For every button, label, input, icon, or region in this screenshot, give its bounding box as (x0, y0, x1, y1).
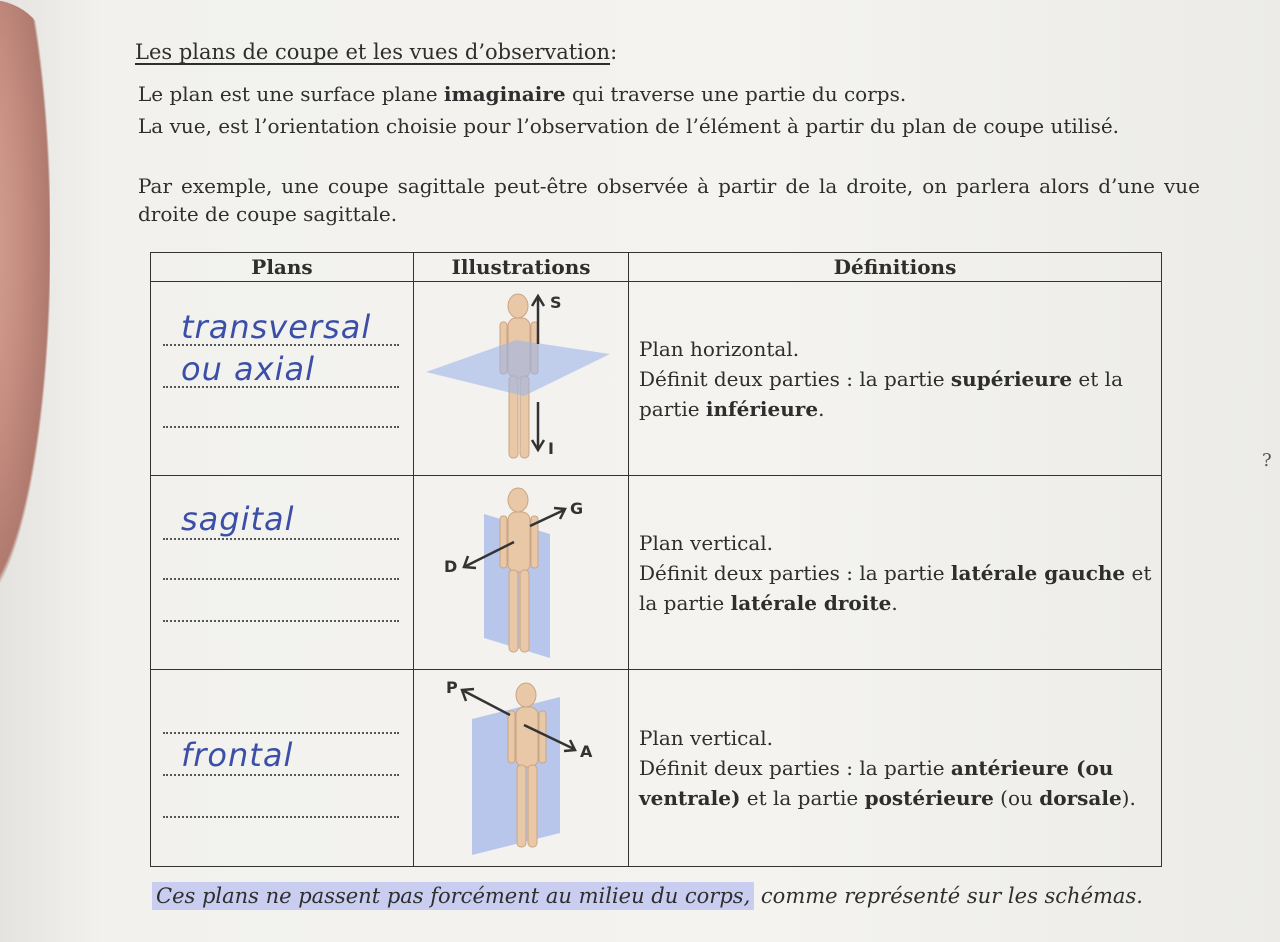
dotted-line (163, 774, 399, 776)
dotted-line (163, 732, 399, 734)
arrow-label-inferieur: I (548, 438, 554, 458)
arrow-label-anterieur: A (580, 742, 593, 761)
paragraph-plan: Le plan est une surface plane imaginaire qui traverse une partie du corps. (138, 82, 907, 106)
footer-note: Ces plans ne passent pas forcément au milieu du corps, comme représenté sur les schémas. (152, 884, 1143, 908)
definition-cell: Plan vertical. Définit deux parties : la partie latérale gauche et la partie latérale droite. (629, 476, 1162, 670)
plan-answer-cell (151, 282, 414, 476)
paragraph-exemple: Par exemple, une coupe sagittale peut-être observée à partir de la droite, on parlera alors d’une vue droite de coupe sagittale. (138, 174, 1200, 226)
header-illustrations: Illustrations (414, 253, 629, 282)
illustration-transversal (414, 282, 629, 476)
header-plans: Plans (151, 253, 414, 282)
plans-table (150, 252, 1162, 867)
dotted-line (163, 538, 399, 540)
edge-mark: ? (1262, 450, 1272, 471)
illustration-frontal (414, 670, 629, 867)
table-row (151, 282, 1162, 476)
table-row (151, 476, 1162, 670)
highlighted-text: Ces plans ne passent pas forcément au milieu du corps, (152, 882, 754, 910)
table-header-row (151, 253, 1162, 282)
arrow-label-droite: D (444, 556, 458, 576)
handwritten-answer: ou axial (181, 350, 315, 388)
handwritten-answer: transversal (181, 308, 372, 346)
table-row (151, 670, 1162, 867)
paragraph-vue: La vue, est l’orientation choisie pour l’observation de l’élément à partir du plan de coupe utilisé. (138, 114, 1120, 138)
finger-overlay (0, 0, 50, 600)
section-heading: Les plans de coupe et les vues d’observation: (135, 40, 618, 64)
transverse-plane (426, 340, 610, 396)
dotted-line (163, 426, 399, 428)
definition-cell: Plan horizontal. Définit deux parties : la partie supérieure et la partie inférieure. (629, 282, 1162, 476)
dotted-line (163, 816, 399, 818)
arrow-label-posterieur: P (446, 678, 458, 697)
header-definitions: Définitions (629, 253, 1162, 282)
plan-answer-cell (151, 670, 414, 867)
dotted-line (163, 578, 399, 580)
dotted-line (163, 620, 399, 622)
plan-answer-cell (151, 476, 414, 670)
arrow-label-gauche: G (570, 498, 584, 518)
definition-cell: Plan vertical. Définit deux parties : la partie antérieure (ou ventrale) et la partie postérieure (ou dorsale). (629, 670, 1162, 867)
handwritten-answer: sagital (181, 500, 295, 538)
handwritten-answer: frontal (181, 736, 294, 774)
illustration-sagittal (414, 476, 629, 670)
arrow-label-superieur: S (550, 292, 562, 312)
